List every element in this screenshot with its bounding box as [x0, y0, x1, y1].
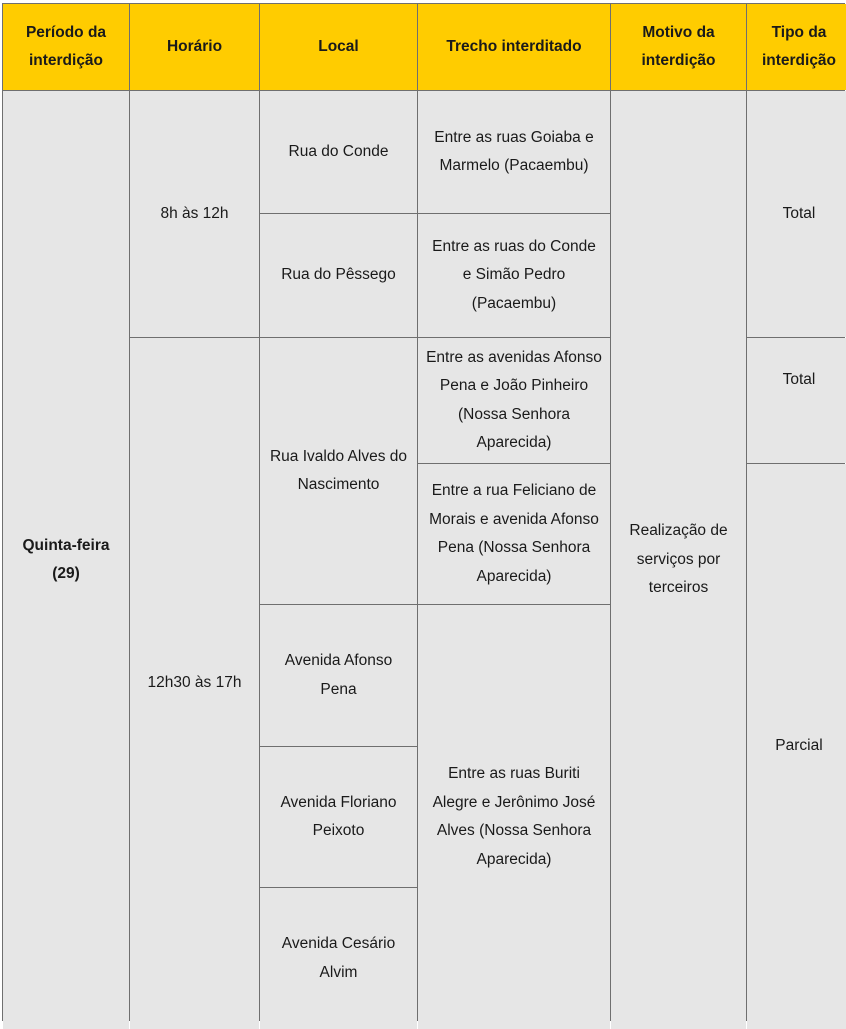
periodo-cell: Quinta-feira (29) — [3, 91, 129, 1029]
trecho-cell-2: Entre as ruas do Conde e Simão Pedro (Pacaembu) — [418, 214, 610, 337]
header-local: Local — [260, 4, 417, 90]
tipo-cell-2: Total — [747, 338, 846, 463]
local-cell-5: Avenida Floriano Peixoto — [260, 747, 417, 887]
header-motivo: Motivo da interdição — [611, 4, 746, 90]
horario-cell-2: 12h30 às 17h — [130, 338, 259, 1029]
motivo-cell: Realização de serviços por terceiros — [611, 91, 746, 1029]
header-periodo: Período da interdição — [3, 4, 129, 90]
horario-cell-1: 8h às 12h — [130, 91, 259, 337]
trecho-cell-4: Entre a rua Feliciano de Morais e avenida Afonso Pena (Nossa Senhora Aparecida) — [418, 464, 610, 604]
trecho-cell-3: Entre as avenidas Afonso Pena e João Pinheiro (Nossa Senhora Aparecida) — [418, 338, 610, 463]
local-cell-3: Rua Ivaldo Alves do Nascimento — [260, 338, 417, 604]
local-cell-6: Avenida Cesário Alvim — [260, 888, 417, 1029]
header-trecho: Trecho interditado — [418, 4, 610, 90]
header-horario: Horário — [130, 4, 259, 90]
trecho-cell-1: Entre as ruas Goiaba e Marmelo (Pacaembu) — [418, 91, 610, 213]
header-tipo: Tipo da interdição — [747, 4, 846, 90]
tipo-cell-3: Parcial — [747, 464, 846, 1029]
local-cell-2: Rua do Pêssego — [260, 214, 417, 337]
road-closure-table — [2, 3, 845, 1021]
trecho-cell-5: Entre as ruas Buriti Alegre e Jerônimo José Alves (Nossa Senhora Aparecida) — [418, 605, 610, 1029]
local-cell-1: Rua do Conde — [260, 91, 417, 213]
local-cell-4: Avenida Afonso Pena — [260, 605, 417, 746]
tipo-cell-1: Total — [747, 91, 846, 337]
